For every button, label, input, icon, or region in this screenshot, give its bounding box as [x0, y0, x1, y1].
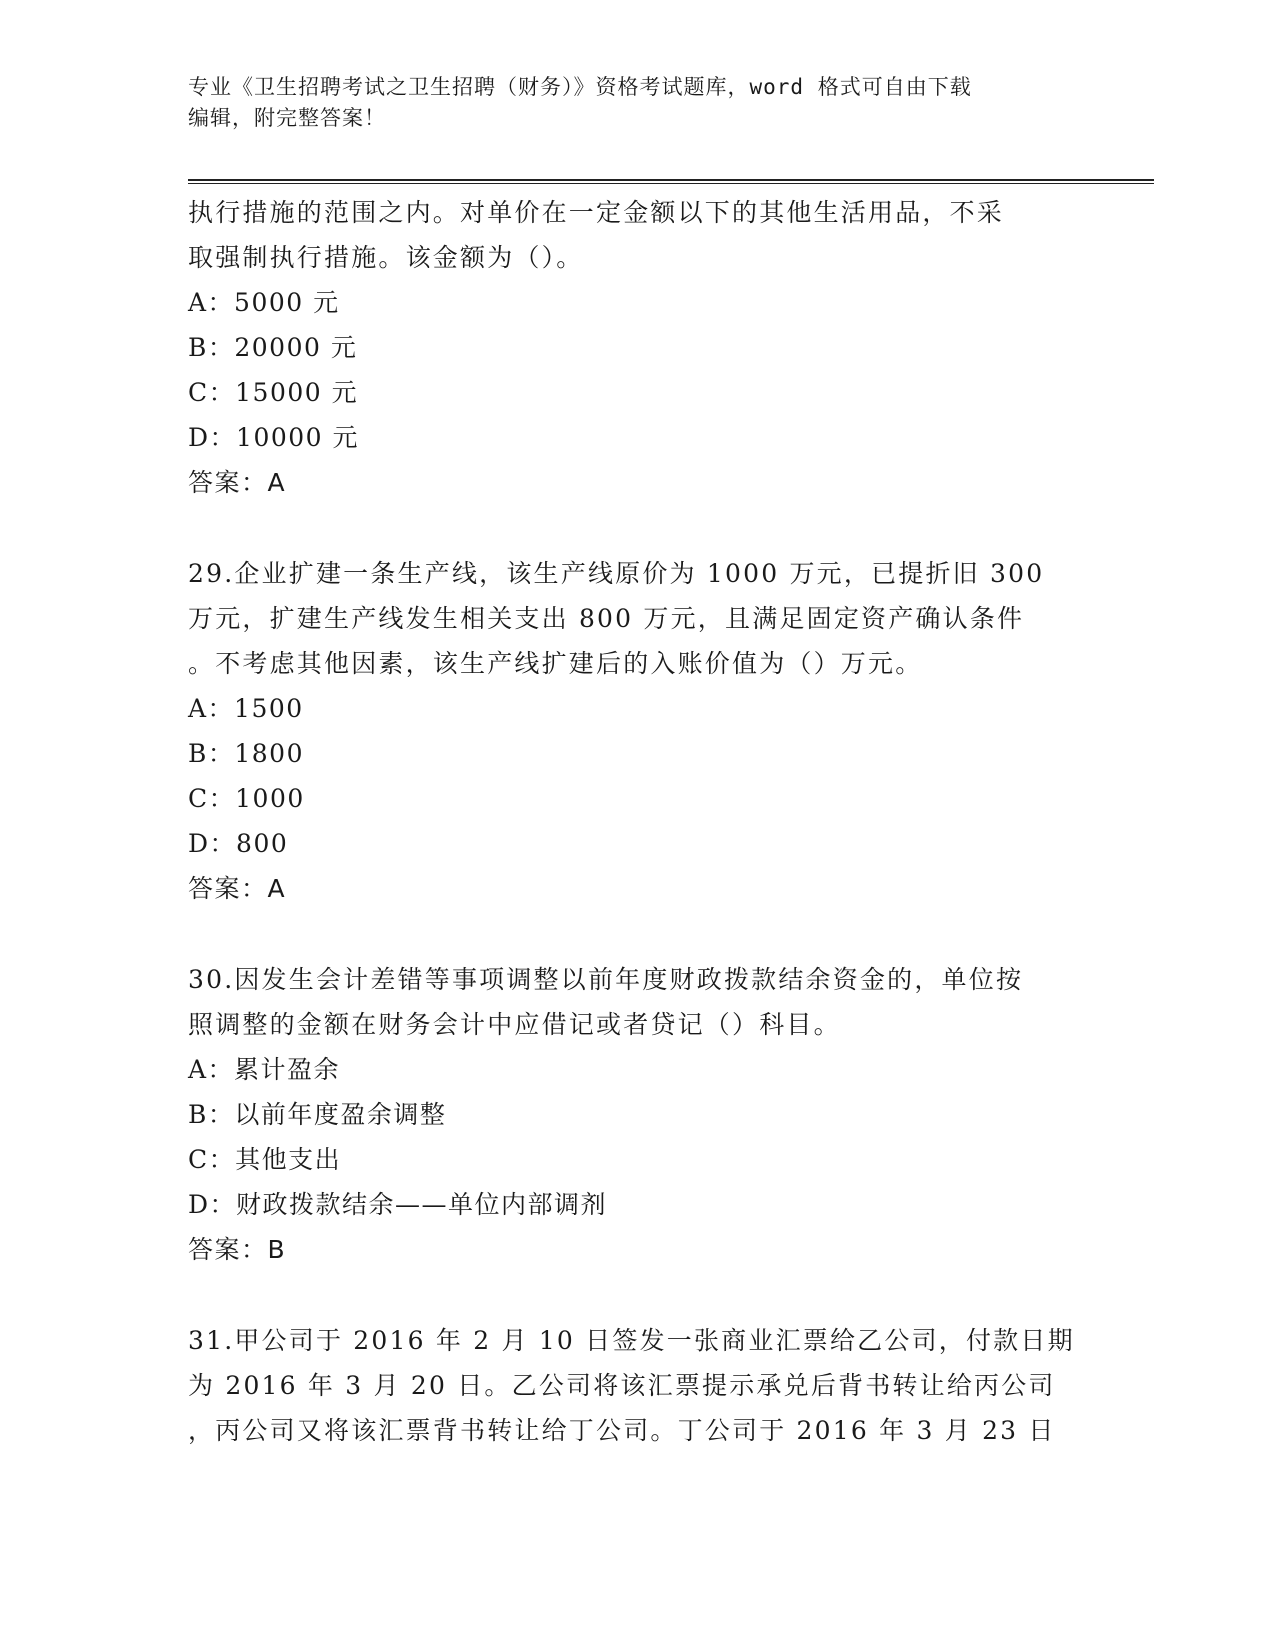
question-29 [188, 551, 1088, 911]
document-body [188, 190, 1088, 1453]
answer-line: 答案：B [188, 1235, 287, 1264]
header-title-line-1: 专业《卫生招聘考试之卫生招聘（财务）》资格考试题库，word 格式可自由下载 [188, 75, 972, 99]
option-a: A：累计盈余 [188, 1055, 341, 1084]
option-b: B：20000 元 [188, 333, 358, 362]
option-b: B：1800 [188, 739, 304, 768]
question-text-line: 29.企业扩建一条生产线，该生产线原价为 1000 万元，已提折旧 300 [188, 559, 1045, 588]
option-c: C：其他支出 [188, 1145, 342, 1174]
spacer [188, 911, 1088, 957]
question-text-line: 。不考虑其他因素，该生产线扩建后的入账价值为（）万元。 [188, 649, 923, 678]
spacer [188, 1272, 1088, 1318]
question-31 [188, 1318, 1088, 1453]
header-title-line-2: 编辑，附完整答案！ [188, 106, 386, 130]
header-divider-thick [188, 179, 1154, 181]
option-d: D：10000 元 [188, 423, 360, 452]
spacer [188, 505, 1088, 551]
question-text-line: 执行措施的范围之内。对单价在一定金额以下的其他生活用品，不采 [188, 198, 1005, 227]
question-30 [188, 957, 1088, 1272]
question-text-line: 为 2016 年 3 月 20 日。乙公司将该汇票提示承兑后背书转让给丙公司 [188, 1371, 1056, 1400]
document-header [188, 72, 1088, 134]
option-b: B：以前年度盈余调整 [188, 1100, 447, 1129]
option-d: D：财政拨款结余——单位内部调剂 [188, 1190, 608, 1219]
question-text-line: 30.因发生会计差错等事项调整以前年度财政拨款结余资金的，单位按 [188, 965, 1024, 994]
option-a: A：1500 [188, 694, 304, 723]
question-text-line: 照调整的金额在财务会计中应借记或者贷记（）科目。 [188, 1010, 841, 1039]
question-text-line: 万元，扩建生产线发生相关支出 800 万元，且满足固定资产确认条件 [188, 604, 1025, 633]
answer-line: 答案：A [188, 468, 287, 497]
option-d: D：800 [188, 829, 289, 858]
question-text-line: ，丙公司又将该汇票背书转让给丁公司。丁公司于 2016 年 3 月 23 日 [188, 1416, 1056, 1445]
question-text-line: 31.甲公司于 2016 年 2 月 10 日签发一张商业汇票给乙公司，付款日期 [188, 1326, 1075, 1355]
header-divider-thin [188, 183, 1154, 184]
question-28 [188, 190, 1088, 505]
option-c: C：15000 元 [188, 378, 359, 407]
answer-line: 答案：A [188, 874, 287, 903]
option-c: C：1000 [188, 784, 305, 813]
option-a: A：5000 元 [188, 288, 340, 317]
question-text-line: 取强制执行措施。该金额为（）。 [188, 243, 584, 272]
